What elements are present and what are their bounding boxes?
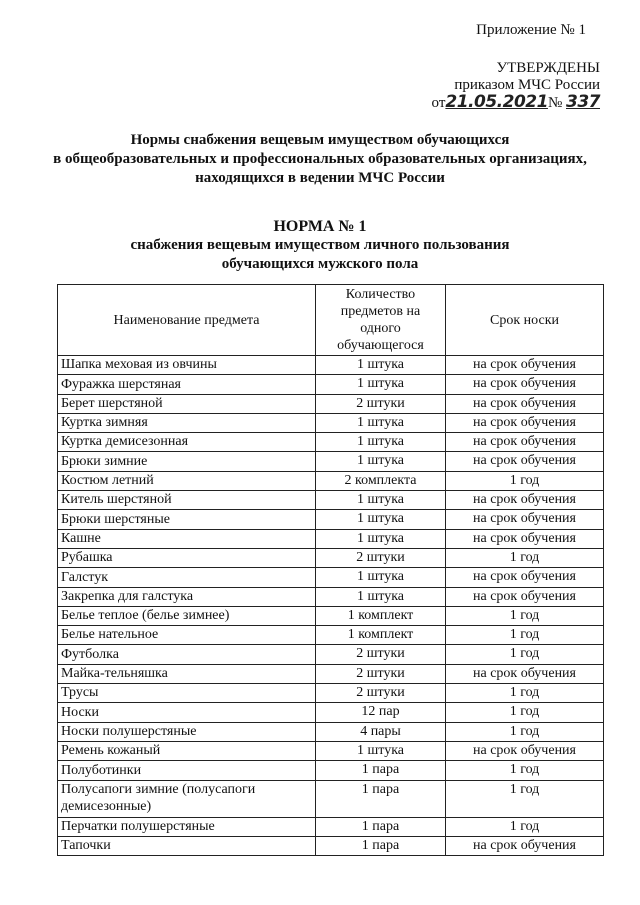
table-row [58,606,604,625]
item-name-cell: Закрепка для галстука [58,587,316,606]
norm-line-1: снабжения вещевым имуществом личного пользования [130,237,510,253]
wear-period-cell: 1 год [446,722,604,741]
wear-period-cell: на срок обучения [446,375,604,394]
table-row [58,761,604,780]
table-row [58,413,604,432]
title-line-1: Нормы снабжения вещевым имуществом обучающихся [130,132,510,148]
table-row [58,684,604,703]
quantity-cell: 12 пар [316,703,446,722]
quantity-cell: 1 пара [316,780,446,817]
header-wear-period: Срок носки [446,285,604,356]
header-quantity: Количество предметов на одного обучающегося [316,285,446,356]
quantity-cell: 1 комплект [316,606,446,625]
item-name-cell: Носки [58,703,316,722]
table-row [58,394,604,413]
wear-period-cell: на срок обучения [446,433,604,452]
table-row [58,548,604,567]
order-date: 21.05.2021 [445,92,548,112]
table-row [58,703,604,722]
table-row [58,491,604,510]
table-row [58,471,604,490]
table-row [58,664,604,683]
title-line-2: в общеобразовательных и профессиональных образовательных организациях, [53,151,587,167]
order-date-number [432,94,600,112]
quantity-cell: 2 комплекта [316,471,446,490]
wear-period-cell: 1 год [446,471,604,490]
quantity-cell: 1 штука [316,741,446,760]
table-row [58,529,604,548]
quantity-cell: 1 пара [316,817,446,836]
wear-period-cell: на срок обучения [446,491,604,510]
wear-period-cell: 1 год [446,817,604,836]
table-row [58,722,604,741]
wear-period-cell: 1 год [446,780,604,817]
item-name-cell: Тапочки [58,836,316,855]
table-row [58,568,604,587]
quantity-cell: 1 штука [316,491,446,510]
item-name-cell: Кашне [58,529,316,548]
wear-period-cell: 1 год [446,548,604,567]
item-name-cell: Шапка меховая из овчины [58,356,316,375]
title-line-3: находящихся в ведении МЧС России [195,170,445,186]
norm-line-2: обучающихся мужского пола [221,256,419,272]
quantity-cell: 1 штука [316,356,446,375]
quantity-cell: 2 штуки [316,645,446,664]
wear-period-cell: на срок обучения [446,356,604,375]
norm-number: НОРМА № 1 [273,218,367,235]
item-name-cell: Фуражка шерстяная [58,375,316,394]
table-row [58,587,604,606]
table-row [58,741,604,760]
norm-heading [0,217,640,274]
from-prefix: от [431,95,446,111]
table-row [58,452,604,471]
wear-period-cell: на срок обучения [446,741,604,760]
wear-period-cell: на срок обучения [446,510,604,529]
table-row [58,510,604,529]
order-number: 337 [566,92,600,112]
wear-period-cell: 1 год [446,703,604,722]
item-name-cell: Полуботинки [58,761,316,780]
table-row [58,780,604,817]
wear-period-cell: 1 год [446,606,604,625]
quantity-cell: 2 штуки [316,684,446,703]
item-name-cell: Брюки зимние [58,452,316,471]
quantity-cell: 1 штука [316,587,446,606]
wear-period-cell: на срок обучения [446,413,604,432]
wear-period-cell: на срок обучения [446,568,604,587]
table-row [58,356,604,375]
quantity-cell: 2 штуки [316,394,446,413]
quantity-cell: 4 пары [316,722,446,741]
header-item-name: Наименование предмета [58,285,316,356]
quantity-cell: 1 штука [316,529,446,548]
quantity-cell: 1 пара [316,761,446,780]
order-label: приказом МЧС России [454,77,600,93]
item-name-cell: Ремень кожаный [58,741,316,760]
supply-norms-table [57,284,604,856]
wear-period-cell: на срок обучения [446,836,604,855]
wear-period-cell: на срок обучения [446,664,604,683]
item-name-cell: Куртка демисезонная [58,433,316,452]
quantity-cell: 2 штуки [316,664,446,683]
item-name-cell: Перчатки полушерстяные [58,817,316,836]
item-name-cell: Галстук [58,568,316,587]
wear-period-cell: 1 год [446,626,604,645]
wear-period-cell: на срок обучения [446,394,604,413]
quantity-cell: 1 штука [316,452,446,471]
document-title [0,131,640,188]
table-header-row [58,285,604,356]
quantity-cell: 1 штука [316,433,446,452]
item-name-cell: Рубашка [58,548,316,567]
number-prefix: № [547,95,563,111]
table-row [58,836,604,855]
item-name-cell: Брюки шерстяные [58,510,316,529]
item-name-cell: Белье нательное [58,626,316,645]
quantity-cell: 1 штука [316,510,446,529]
item-name-cell: Костюм летний [58,471,316,490]
approval-block [432,60,600,112]
quantity-cell: 1 пара [316,836,446,855]
item-name-cell: Берет шерстяной [58,394,316,413]
approved-label: УТВЕРЖДЕНЫ [496,60,600,76]
table-row [58,645,604,664]
item-name-cell: Белье теплое (белье зимнее) [58,606,316,625]
item-name-cell: Полусапоги зимние (полусапоги демисезонные) [58,780,316,817]
wear-period-cell: на срок обучения [446,587,604,606]
quantity-cell: 1 штука [316,375,446,394]
table-row [58,375,604,394]
appendix-label: Приложение № 1 [476,22,586,38]
quantity-cell: 1 комплект [316,626,446,645]
item-name-cell: Футболка [58,645,316,664]
item-name-cell: Куртка зимняя [58,413,316,432]
quantity-cell: 2 штуки [316,548,446,567]
wear-period-cell: на срок обучения [446,529,604,548]
item-name-cell: Носки полушерстяные [58,722,316,741]
quantity-cell: 1 штука [316,413,446,432]
table-row [58,433,604,452]
wear-period-cell: на срок обучения [446,452,604,471]
table-row [58,817,604,836]
table-row [58,626,604,645]
wear-period-cell: 1 год [446,645,604,664]
item-name-cell: Трусы [58,684,316,703]
wear-period-cell: 1 год [446,761,604,780]
quantity-cell: 1 штука [316,568,446,587]
wear-period-cell: 1 год [446,684,604,703]
item-name-cell: Китель шерстяной [58,491,316,510]
item-name-cell: Майка-тельняшка [58,664,316,683]
